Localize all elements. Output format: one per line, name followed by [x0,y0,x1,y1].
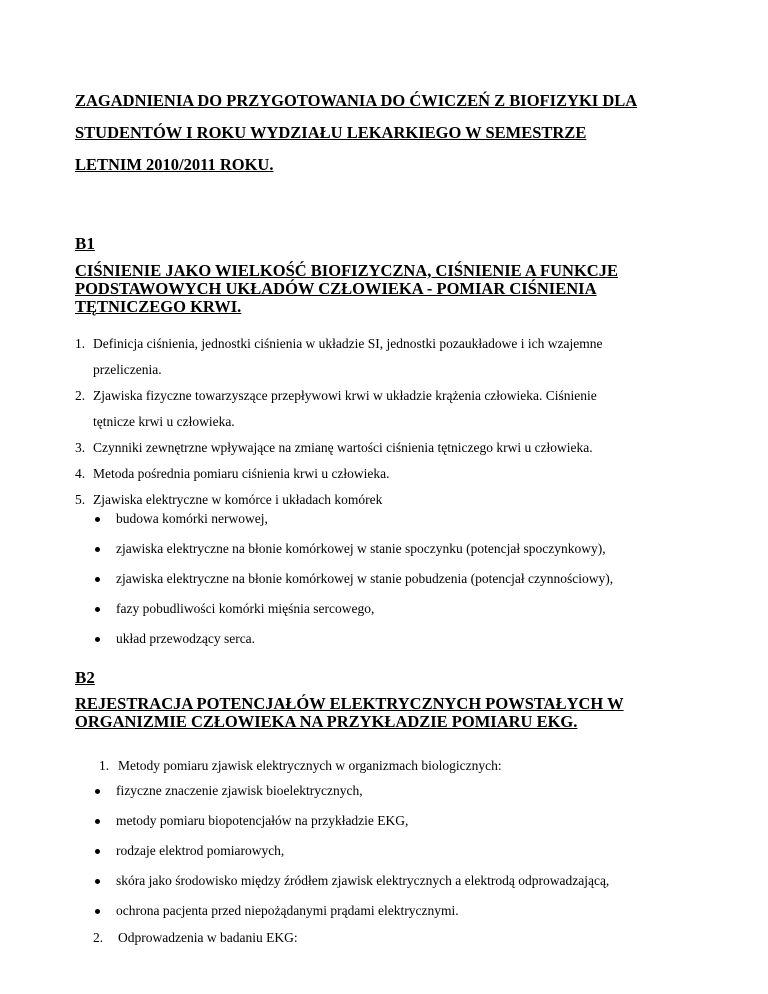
b1-item-5-line-1: Zjawiska elektryczne w komórce i układach komórek [93,492,383,507]
section-b1-title-line-3: TĘTNICZEGO KRWI. [75,297,242,316]
b2-item-2-number: 2. [93,930,104,945]
b1-item-4-line-1: Metoda pośrednia pomiaru ciśnienia krwi u człowieka. [93,466,390,481]
b1-bullet-1: budowa komórki nerwowej, [116,511,268,526]
b1-item-3-number: 3. [75,440,86,455]
b1-bullet-4: fazy pobudliwości komórki mięśnia sercowego, [116,601,375,616]
document-title-line-2: STUDENTÓW I ROKU WYDZIAŁU LEKARKIEGO W SEMESTRZE [75,123,587,142]
b1-item-4-number: 4. [75,466,86,481]
bullet-icon [95,879,100,884]
b1-bullet-2: zjawiska elektryczne na błonie komórkowej w stanie spoczynku (potencjał spoczynkowy), [116,541,606,556]
bullet-icon [95,819,100,824]
b1-item-5-number: 5. [75,492,86,507]
section-b1-title-line-1: CIŚNIENIE JAKO WIELKOŚĆ BIOFIZYCZNA, CIŚNIENIE A FUNKCJE [75,261,618,280]
document-title-line-1: ZAGADNIENIA DO PRZYGOTOWANIA DO ĆWICZEŃ Z BIOFIZYKI DLA [75,91,638,110]
b1-item-2-line-2: tętnicze krwi u człowieka. [93,414,235,429]
bullet-icon [95,607,100,612]
b1-bullet-5: układ przewodzący serca. [116,631,256,646]
section-b2-code: B2 [75,668,95,687]
bullet-icon [95,547,100,552]
b1-bullet-3: zjawiska elektryczne na błonie komórkowej w stanie pobudzenia (potencjał czynnościowy), [116,571,614,586]
section-b1-title-line-2: PODSTAWOWYCH UKŁADÓW CZŁOWIEKA - POMIAR CIŚNIENIA [75,279,597,298]
b2-item-1-line-1: Metody pomiaru zjawisk elektrycznych w organizmach biologicznych: [118,758,502,773]
b1-item-1-number: 1. [75,336,86,351]
bullet-icon [95,577,100,582]
b1-item-2-line-1: Zjawiska fizyczne towarzyszące przepływowi krwi w układzie krążenia człowieka. Ciśnienie [93,388,597,403]
b1-item-1-line-1: Definicja ciśnienia, jednostki ciśnienia w układzie SI, jednostki pozaukładowe i ich wzajemne [93,336,603,351]
b2-bullet-1: fizyczne znaczenie zjawisk bioelektrycznych, [116,783,363,798]
bullet-icon [95,909,100,914]
b1-item-1-line-2: przeliczenia. [93,362,162,377]
section-b2-title-line-2: ORGANIZMIE CZŁOWIEKA NA PRZYKŁADZIE POMIARU EKG. [75,712,578,731]
b2-bullet-4: skóra jako środowisko między źródłem zjawisk elektrycznych a elektrodą odprowadzającą, [116,873,610,888]
b2-item-2-line-1: Odprowadzenia w badaniu EKG: [118,930,298,945]
document-title-line-3: LETNIM 2010/2011 ROKU. [75,155,274,174]
bullet-icon [95,849,100,854]
bullet-icon [95,789,100,794]
b1-item-2-number: 2. [75,388,86,403]
b2-bullet-3: rodzaje elektrod pomiarowych, [116,843,285,858]
b1-item-3-line-1: Czynniki zewnętrzne wpływające na zmianę wartości ciśnienia tętniczego krwi u człowieka. [93,440,593,455]
b2-bullet-5: ochrona pacjenta przed niepożądanymi prądami elektrycznymi. [116,903,459,918]
section-b2-title-line-1: REJESTRACJA POTENCJAŁÓW ELEKTRYCZNYCH POWSTAŁYCH W [75,694,624,713]
bullet-icon [95,517,100,522]
b2-bullet-2: metody pomiaru biopotencjałów na przykładzie EKG, [116,813,409,828]
b2-item-1-number: 1. [99,758,110,773]
section-b1-code: B1 [75,234,95,253]
bullet-icon [95,637,100,642]
